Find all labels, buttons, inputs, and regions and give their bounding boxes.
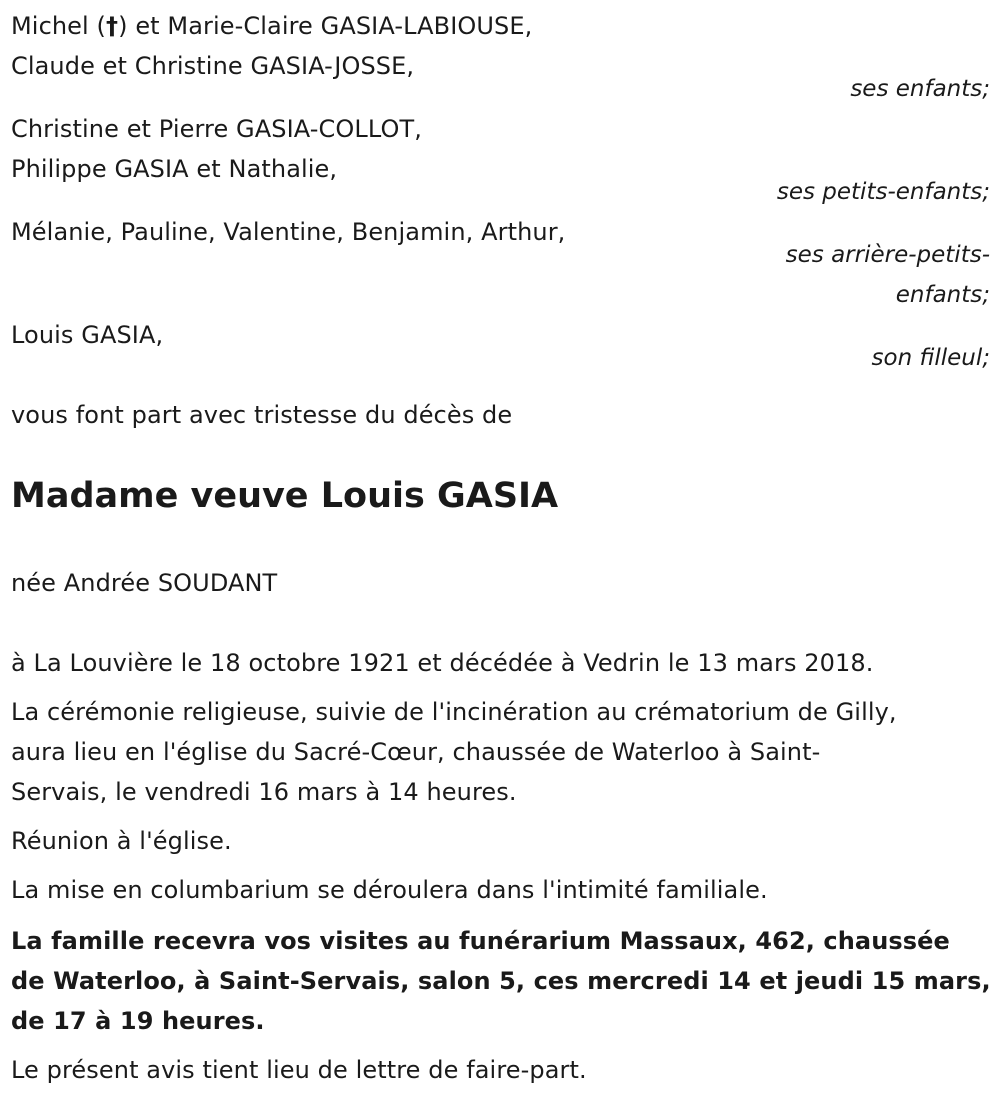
announcement: vous font part avec tristesse du décès de [11, 401, 513, 429]
visits-line-2: de Waterloo, à Saint-Servais, salon 5, ces mercredi 14 et jeudi 15 mars, [11, 967, 991, 995]
cross-icon: † [106, 12, 119, 40]
dates: à La Louvière le 18 octobre 1921 et décédée à Vedrin le 13 mars 2018. [11, 649, 874, 677]
family-line-1-end: ) et Marie-Claire GASIA-LABIOUSE, [118, 12, 533, 40]
meeting: Réunion à l'église. [11, 827, 232, 855]
family-line-1-start: Michel ( [11, 12, 107, 40]
role-children: ses enfants; [850, 76, 990, 102]
columbarium: La mise en columbarium se déroulera dans l'intimité familiale. [11, 876, 768, 904]
visits-line-3: de 17 à 19 heures. [11, 1007, 265, 1035]
ceremony-line-1: La cérémonie religieuse, suivie de l'incinération au crématorium de Gilly, [11, 698, 897, 726]
family-line-2: Claude et Christine GASIA-JOSSE, [11, 52, 415, 80]
ceremony-line-2: aura lieu en l'église du Sacré-Cœur, chaussée de Waterloo à Saint- [11, 738, 821, 766]
role-grandchildren: ses petits-enfants; [776, 179, 990, 205]
birth-name: née Andrée SOUDANT [11, 569, 278, 597]
role-great-grandchildren-1: ses arrière-petits- [785, 242, 990, 268]
role-great-grandchildren-2: enfants; [895, 282, 990, 308]
family-line-3: Christine et Pierre GASIA-COLLOT, [11, 115, 422, 143]
family-line-6: Louis GASIA, [11, 321, 164, 349]
visits-line-1: La famille recevra vos visites au funérarium Massaux, 462, chaussée [11, 927, 950, 955]
ceremony-line-3: Servais, le vendredi 16 mars à 14 heures. [11, 778, 517, 806]
deceased-name: Madame veuve Louis GASIA [11, 476, 559, 516]
family-line-5: Mélanie, Pauline, Valentine, Benjamin, Arthur, [11, 218, 566, 246]
role-godson: son filleul; [871, 345, 990, 371]
closing: Le présent avis tient lieu de lettre de faire-part. [11, 1056, 587, 1084]
family-line-1 [11, 6, 532, 46]
family-line-4: Philippe GASIA et Nathalie, [11, 155, 338, 183]
